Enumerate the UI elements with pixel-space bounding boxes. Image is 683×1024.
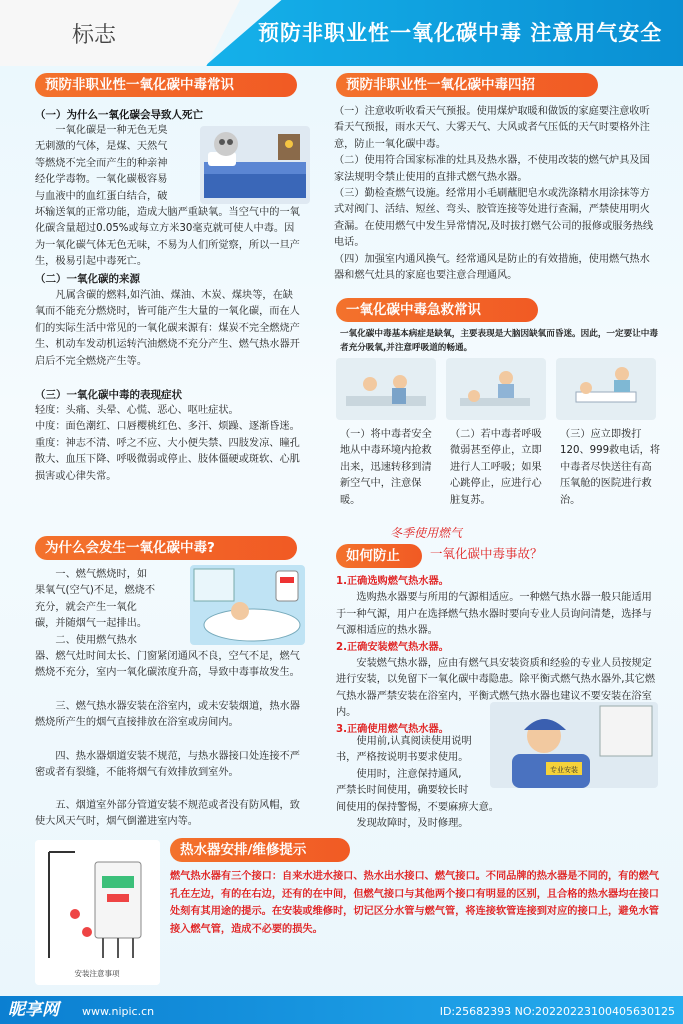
first-aid-step-1: （一）将中毒者安全地从中毒环境内抢救出来，迅速转移到清新空气中，注意保暖。	[340, 429, 432, 506]
tip-1: （一）注意收听收看天气预报。使用煤炉取暖和做饭的家庭要注意收听看天气预报，雨水天气、大雾天气、大风或者气压低的天气时要格外注意，防止一氧化碳中毒。	[334, 106, 650, 150]
paragraph-why-deadly-wrap	[35, 123, 205, 205]
text-line: 碳，并随烟气一起排出。	[35, 618, 148, 630]
text-line: 无刺激的气体，是煤、天然气	[35, 141, 168, 153]
text-line: 间使用的保持警惕，不要麻痹大意。	[336, 801, 499, 813]
text-line: 使用前,认真阅读使用说明	[356, 736, 472, 747]
symptom-light: 轻度：头痛、头晕、心慌、恶心、呕吐症状。	[35, 405, 239, 416]
diagram-caption: 安装注意事项	[74, 969, 120, 978]
prevent-3-heading: 3.正确使用燃气热水器。	[336, 723, 449, 735]
paragraph-cause-5: 五、烟道室外部分管道安装不规范或者没有防风帽，致使大风天气时，烟气倒灌进室内等。	[35, 800, 300, 828]
how-prevent-subtitle: 一氧化碳中毒事故？	[430, 546, 543, 561]
text-line: 发现故障时，及时修理。	[356, 818, 469, 830]
watermark-url: www.nipic.cn	[82, 1005, 155, 1018]
text-line: 与血液中的血红蛋白结合，破	[35, 190, 168, 202]
text-line: 充分，就会产生一氧化	[35, 601, 137, 613]
tip-4: （四）加强室内通风换气。经常通风是防止的有效措施，使用燃气热水器和燃气灶具的家庭也要注意合理通风。	[334, 253, 650, 282]
first-aid-step-3: （三）应立即拨打120、999救电话，将中毒者尽快送往有高压氧舱的医院进行救治。	[560, 429, 661, 506]
text-line: 严禁长时间使用，确要较长时	[336, 785, 469, 797]
paragraph-cause-4: 四、热水器烟道安装不规范，与热水器接口处连接不严密或者有裂缝，不能将烟气有效排放到室外。	[35, 751, 300, 779]
prevent-1-body: 选购热水器要与所用的气源相适应。一种燃气热水器一般只能适用于一种气源，用户在选择燃气热水器时要向专业人员询问清楚，选择与气源相适应的热水器。	[336, 592, 652, 637]
section-title-why-poisoning: 为什么会发生一氧化碳中毒?	[35, 536, 297, 560]
worker-badge-label: 专业安装	[550, 766, 578, 774]
paragraph-cause-3: 三、燃气热水器安装在浴室内，或未安装烟道，热水器燃烧所产生的烟气直接排放在浴室或房间内。	[35, 701, 300, 729]
text-line: 一氧化碳是一种无色无臭	[55, 125, 168, 136]
section-title-co-knowledge: 预防非职业性一氧化碳中毒常识	[35, 73, 297, 97]
symptom-heavy: 重度：神志不清、呼之不应、大小便失禁、四肢发凉、瞳孔散大、血压下降、呼吸微弱或停止、肢体僵硬或斑软、心肌损害或心律失常。	[35, 437, 300, 482]
prevent-2-heading: 2.正确安装燃气热水器。	[336, 641, 449, 653]
subheading-symptoms: （三）一氧化碳中毒的表现症状	[35, 389, 182, 401]
tip-3: （三）勤检查燃气设施。经常用小毛刷蘸肥皂水或洗涤精水用涂抹等方式对阀门、活结、短丝、弯头、胶管连接等处进行查漏，严禁使用明火查漏。在使用燃气中发生异常情况,及时拔打燃气公司的报修或服务热线电话。	[334, 188, 654, 249]
page-title: 预防非职业性一氧化碳中毒 注意用气安全	[258, 21, 663, 45]
symptom-mid: 中度：面色潮红、口唇樱桃红色、多汗、烦躁、逐渐昏迷。	[35, 421, 300, 433]
text-line: 经化学毒物。一氧化碳极容易	[35, 174, 168, 186]
hospital-illustration	[556, 358, 656, 420]
paragraph-causes-wrap	[35, 567, 185, 649]
water-heater-diagram	[35, 840, 160, 985]
paragraph-why-deadly-rest: 坏输送氧的正常功能，造成大脑严重缺氧。当空气中的一氧化碳含量超过0.05%或每立方米30毫克就可使人中毒。因为一氧化碳气体无色无味，不易为人们所觉察，所以一旦产生，极易引起中毒死亡。	[35, 207, 300, 268]
bedroom-illustration	[200, 126, 310, 204]
watermark-bar	[0, 996, 683, 1024]
first-aid-step-2: （二）若中毒者呼吸微弱甚至停止，立即进行人工呼吸；如果心跳停止，应进行心脏复苏。	[450, 429, 542, 506]
subheading-why-deadly: （一）为什么一氧化碳会导致人死亡	[35, 109, 203, 121]
section-title-heater-tips: 热水器安排/维修提示	[170, 838, 350, 862]
prevent-1-heading: 1.正确选购燃气热水器。	[336, 576, 449, 587]
text-line: 使用时，注意保持通风,	[356, 768, 462, 780]
text-line: 一、燃气燃烧时，如	[55, 569, 148, 580]
heater-tips-body: 燃气热水器有三个接口：自来水进水接口、热水出水接口、燃气接口。不同品牌的热水器是不同的，有的燃气孔在左边，有的在右边，还有的在中间，但燃气接口与其他两个接口有明显的区别，且合格的热水器均在接口处刻有其用途的提示。在安装或维修时，切记区分水管与燃气管，将连接软管连接到对应的接口上，避免水管接入燃气管，造成不必要的损失。	[170, 871, 659, 935]
watermark-id: ID:25682393 NO:20220223100405630125	[439, 1005, 675, 1018]
four-tips-block	[334, 104, 656, 284]
brand-label: 标志	[72, 23, 117, 48]
watermark-logo: 昵享网	[8, 1000, 59, 1020]
section-title-four-tips: 预防非职业性一氧化碳中毒四招	[336, 73, 598, 97]
tip-2: （二）使用符合国家标准的灶具及热水器，不使用改装的燃气炉具及国家法规明令禁止使用的直排式燃气热水器。	[334, 155, 650, 183]
symptoms-block	[35, 403, 303, 485]
text-line: 二、使用燃气热水	[55, 634, 137, 646]
section-title-how-prevent: 如何防止	[336, 544, 422, 568]
installer-worker-illustration	[490, 702, 658, 788]
prevent-2-body: 安装燃气热水器，应由有燃气具安装资质和经验的专业人员按规定进行安装，以免留下一氧化碳中毒隐患。除平衡式燃气热水器外,其它燃气热水器严禁安装在浴室内，平衡式燃气热水器也建议不要安装在浴室内。	[336, 658, 656, 719]
text-line: 书，严格按说明书要求使用。	[336, 752, 469, 764]
paragraph-co-source: 凡属含碳的燃料,如汽油、煤油、木炭、煤块等，在缺氧而不能充分燃烧时，皆可能产生大量的一氧化碳，而在人们的实际生活中常见的一氧化碳来源有：煤炭不完全燃烧产生、机动车发动机运转汽油燃烧不充分产生、燃气热水器开启后不完全燃烧产生等。	[35, 290, 300, 367]
section-title-first-aid: 一氧化碳中毒急救常识	[336, 298, 538, 322]
text-line: 果氧气(空气)不足，燃烧不	[35, 585, 156, 597]
header-banner	[0, 0, 683, 66]
paragraph-cause-2: 器、燃气灶时间太长、门窗紧闭通风不良，空气不足，燃气燃烧不充分，室内一氧化碳浓度升高，导致中毒事故发生。	[35, 651, 300, 679]
bathroom-illustration	[190, 565, 305, 645]
rescue-illustration	[336, 358, 436, 420]
first-aid-intro: 一氧化碳中毒基本病症是缺氧，主要表现是大脑因缺氧而昏迷。因此，一定要让中毒者充分吸氧,并注意呼吸道的畅通。	[340, 329, 658, 353]
subheading-co-source: （二）一氧化碳的来源	[35, 273, 140, 285]
winter-gas-label: 冬季使用燃气	[390, 526, 463, 540]
cpr-illustration	[446, 358, 546, 420]
text-line: 等燃烧不完全而产生的种亲神	[35, 157, 168, 169]
prevent-3-body	[336, 734, 499, 832]
